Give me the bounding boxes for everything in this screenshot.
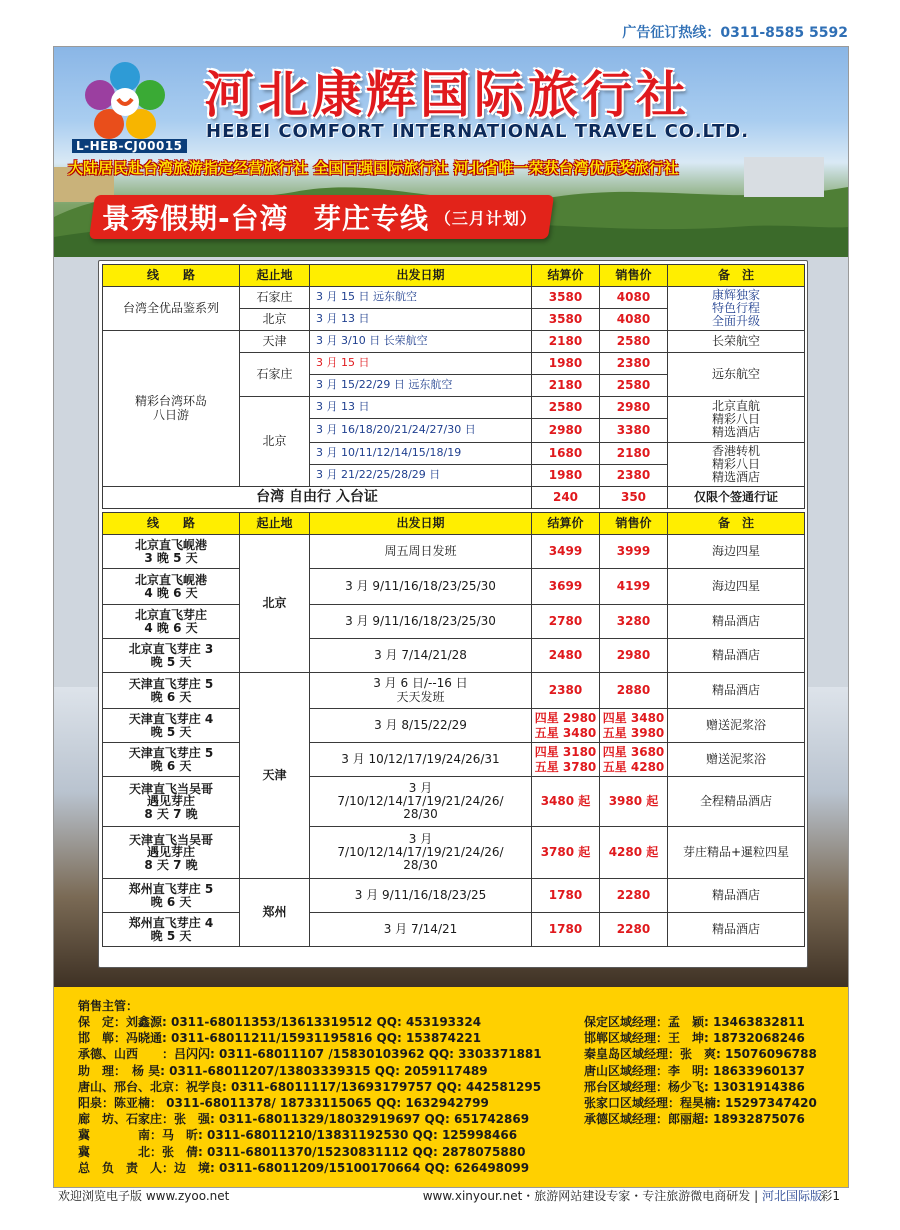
regional-contact-line: 承德区域经理：郎丽超: 18932875076 <box>584 1112 805 1127</box>
table-row <box>103 535 805 569</box>
regional-contact-line: 唐山区域经理：李 明: 18633960137 <box>584 1063 805 1078</box>
origin-cell: 北京 <box>240 309 310 331</box>
sale-price: 2380 <box>600 353 668 375</box>
route-cell: 天津直飞芽庄 5 晚 6 天 <box>103 743 240 777</box>
sales-contact-line: 廊 坊、石家庄：张 强: 0311-68011329/18032919697 QQ: 651742869 <box>78 1112 530 1127</box>
sale-price: 3999 <box>600 535 668 569</box>
note-cell: 精品酒店 <box>668 673 805 709</box>
date-cell: 3 月 7/10/12/14/17/19/21/24/26/ 28/30 <box>310 777 532 827</box>
sale-price: 4280 起 <box>600 827 668 879</box>
sales-contacts-panel <box>54 987 848 1187</box>
col-settle: 结算价 <box>532 265 600 287</box>
date-cell: 周五周日发班 <box>310 535 532 569</box>
note-cell: 精品酒店 <box>668 913 805 947</box>
date-cell: 3 月 15/22/29 日 远东航空 <box>310 375 532 397</box>
sale-price: 3380 <box>600 419 668 443</box>
sale-price: 2580 <box>600 331 668 353</box>
company-name-cn: 河北康辉国际旅行社 <box>204 66 690 124</box>
origin-cell: 郑州 <box>240 879 310 947</box>
note-cell: 芽庄精品+暹粒四星 <box>668 827 805 879</box>
vietnam-price-table <box>102 512 805 947</box>
table-header-row <box>103 265 805 287</box>
route-cell: 北京直飞岘港 3 晚 5 天 <box>103 535 240 569</box>
settle-price: 3580 <box>532 309 600 331</box>
sales-contact-line: 唐山、邢台、北京：祝学良: 0311-68011117/13693179757 QQ: 442581295 <box>78 1079 542 1094</box>
title-banner <box>89 195 554 239</box>
settle-price: 四星 2980 五星 3480 <box>532 709 600 743</box>
sale-price: 2280 <box>600 913 668 947</box>
route-cell: 郑州直飞芽庄 4 晚 5 天 <box>103 913 240 947</box>
settle-price: 3580 <box>532 287 600 309</box>
note-cell: 长荣航空 <box>668 331 805 353</box>
regional-contact-line: 张家口区域经理：程昊楠: 15297347420 <box>584 1095 817 1110</box>
date-cell: 3 月 8/15/22/29 <box>310 709 532 743</box>
date-cell: 3 月 10/12/17/19/24/26/31 <box>310 743 532 777</box>
page-number: 彩1 <box>820 1189 840 1203</box>
sale-price: 2580 <box>600 375 668 397</box>
route-cell: 天津直飞芽庄 5 晚 6 天 <box>103 673 240 709</box>
col-note: 备 注 <box>668 265 805 287</box>
date-cell: 3 月 7/14/21/28 <box>310 639 532 673</box>
price-table-panel <box>98 260 808 968</box>
col-date: 出发日期 <box>310 513 532 535</box>
settle-price: 240 <box>532 487 600 509</box>
date-cell: 3 月 9/11/16/18/23/25 <box>310 879 532 913</box>
settle-price: 3499 <box>532 535 600 569</box>
sales-contact-line: 保 定：刘鑫源: 0311-68011353/13613319512 QQ: 453193324 <box>78 1015 482 1029</box>
table-row <box>103 569 805 605</box>
regional-contact-line: 秦皇岛区域经理：张 爽: 15076096788 <box>584 1047 817 1062</box>
col-sale: 销售价 <box>600 513 668 535</box>
company-slogan: 大陆居民赴台湾旅游指定经营旅行社 全国百强国际旅行社 河北省唯一荣获台湾优质奖旅行社 <box>68 159 679 177</box>
date-cell: 3 月 21/22/25/28/29 日 <box>310 465 532 487</box>
table-row <box>103 331 805 353</box>
hero-header <box>54 47 848 257</box>
date-cell: 3 月 7/10/12/14/17/19/21/24/26/ 28/30 <box>310 827 532 879</box>
date-cell: 3 月 9/11/16/18/23/25/30 <box>310 569 532 605</box>
col-sale: 销售价 <box>600 265 668 287</box>
note-cell: 精品酒店 <box>668 605 805 639</box>
sale-price: 350 <box>600 487 668 509</box>
company-logo-icon <box>82 59 168 145</box>
settle-price: 2580 <box>532 397 600 419</box>
col-route: 线 路 <box>103 513 240 535</box>
footer-site-info: www.xinyour.net・旅游网站建设专家・专注旅游微电商研发 | 河北国际版 <box>422 1189 822 1203</box>
settle-price: 2180 <box>532 331 600 353</box>
note-cell: 海边四星 <box>668 535 805 569</box>
settle-price: 1780 <box>532 913 600 947</box>
settle-price: 2380 <box>532 673 600 709</box>
table-row <box>103 487 805 509</box>
poster-frame <box>53 46 849 1188</box>
sale-price: 3280 <box>600 605 668 639</box>
route-cell: 北京直飞芽庄 3 晚 5 天 <box>103 639 240 673</box>
regional-contact-line: 邯郸区域经理：王 坤: 18732068246 <box>584 1031 805 1046</box>
sale-price: 4199 <box>600 569 668 605</box>
date-cell: 3 月 16/18/20/21/24/27/30 日 <box>310 419 532 443</box>
table-row <box>103 827 805 879</box>
col-settle: 结算价 <box>532 513 600 535</box>
date-cell: 3 月 15 日 远东航空 <box>310 287 532 309</box>
sale-price: 四星 3480 五星 3980 <box>600 709 668 743</box>
sale-price: 2980 <box>600 639 668 673</box>
footer-brand: 河北国际版 <box>761 1189 822 1203</box>
date-cell: 3 月 13 日 <box>310 397 532 419</box>
route-cell: 天津直飞当吴哥 遇见芽庄 8 天 7 晚 <box>103 827 240 879</box>
table-row <box>103 287 805 309</box>
date-cell: 3 月 15 日 <box>310 353 532 375</box>
sale-price: 3980 起 <box>600 777 668 827</box>
route-cell: 天津直飞当吴哥 遇见芽庄 8 天 7 晚 <box>103 777 240 827</box>
sale-price: 2180 <box>600 443 668 465</box>
origin-cell: 石家庄 <box>240 353 310 397</box>
note-cell: 北京直航 精彩八日 精选酒店 <box>668 397 805 443</box>
col-origin: 起止地 <box>240 265 310 287</box>
footer-ebook-link[interactable]: 欢迎浏览电子版 www.zyoo.net <box>58 1189 230 1203</box>
sale-price: 4080 <box>600 309 668 331</box>
settle-price: 1680 <box>532 443 600 465</box>
sales-contact-line: 承德、山西 ：吕闪闪: 0311-68011107 /15830103962 QQ: 3303371881 <box>78 1047 542 1062</box>
sales-contact-line: 邯 郸：冯晓通: 0311-68011211/15931195816 QQ: 153874221 <box>78 1031 482 1046</box>
date-cell: 3 月 9/11/16/18/23/25/30 <box>310 605 532 639</box>
settle-price: 四星 3180 五星 3780 <box>532 743 600 777</box>
origin-cell: 天津 <box>240 331 310 353</box>
route-cell: 天津直飞芽庄 4 晚 5 天 <box>103 709 240 743</box>
footer-site-text[interactable]: www.xinyour.net・旅游网站建设专家・专注旅游微电商研发 <box>422 1189 751 1203</box>
date-cell: 3 月 13 日 <box>310 309 532 331</box>
settle-price: 3699 <box>532 569 600 605</box>
col-date: 出发日期 <box>310 265 532 287</box>
sales-manager-list <box>78 1014 568 1176</box>
company-name-en: HEBEI COMFORT INTERNATIONAL TRAVEL CO.LTD. <box>206 121 750 142</box>
table-header-row <box>103 513 805 535</box>
sales-contact-line: 阳泉：陈亚楠： 0311-68011378/ 18733115065 QQ: 1632942799 <box>78 1095 489 1110</box>
col-route: 线 路 <box>103 265 240 287</box>
origin-cell: 北京 <box>240 535 310 673</box>
origin-cell: 北京 <box>240 397 310 487</box>
sale-price: 2280 <box>600 879 668 913</box>
banner-subtitle: （三月计划） <box>434 208 537 228</box>
date-cell: 3 月 7/14/21 <box>310 913 532 947</box>
note-cell: 香港转机 精彩八日 精选酒店 <box>668 443 805 487</box>
sale-price: 2880 <box>600 673 668 709</box>
table-row <box>103 605 805 639</box>
table-row <box>103 777 805 827</box>
route-cell: 北京直飞岘港 4 晚 6 天 <box>103 569 240 605</box>
route-cell: 郑州直飞芽庄 5 晚 6 天 <box>103 879 240 913</box>
taiwan-price-table <box>102 264 805 509</box>
table-row <box>103 639 805 673</box>
ad-hotline: 广告征订热线：0311-8585 5592 <box>622 25 848 41</box>
sales-title: 销售主管： <box>78 999 139 1013</box>
origin-cell: 天津 <box>240 673 310 879</box>
date-cell: 3 月 10/11/12/14/15/18/19 <box>310 443 532 465</box>
note-cell: 精品酒店 <box>668 639 805 673</box>
sale-price: 四星 3680 五星 4280 <box>600 743 668 777</box>
regional-manager-list <box>584 1014 846 1127</box>
sales-contact-line: 总 负 责 人：边 境: 0311-68011209/15100170664 QQ: 626498099 <box>78 1160 530 1175</box>
sales-contact-line: 冀 北：张 倩: 0311-68011370/15230831112 QQ: 2878075880 <box>78 1144 526 1159</box>
note-cell: 全程精品酒店 <box>668 777 805 827</box>
settle-price: 2980 <box>532 419 600 443</box>
table-row <box>103 709 805 743</box>
date-cell: 3 月 6 日/--16 日 天天发班 <box>310 673 532 709</box>
route-cell: 精彩台湾环岛 八日游 <box>103 331 240 487</box>
note-cell: 康辉独家 特色行程 全面升级 <box>668 287 805 331</box>
sales-contact-line: 冀 南：马 昕: 0311-68011210/13831192530 QQ: 125998466 <box>78 1128 518 1143</box>
regional-contact-line: 保定区域经理：孟 颖: 13463832811 <box>584 1015 805 1029</box>
note-cell: 仅限个签通行证 <box>668 487 805 509</box>
date-cell: 3 月 3/10 日 长荣航空 <box>310 331 532 353</box>
sales-contact-line: 助 理： 杨 昊: 0311-68011207/13803339315 QQ: 2059117489 <box>78 1063 488 1078</box>
note-cell: 赠送泥浆浴 <box>668 709 805 743</box>
settle-price: 2780 <box>532 605 600 639</box>
free-travel-label: 台湾 自由行 入台证 <box>103 487 532 509</box>
note-cell: 精品酒店 <box>668 879 805 913</box>
note-cell: 远东航空 <box>668 353 805 397</box>
sale-price: 4080 <box>600 287 668 309</box>
col-origin: 起止地 <box>240 513 310 535</box>
license-number: L-HEB-CJ00015 <box>72 139 187 153</box>
settle-price: 3480 起 <box>532 777 600 827</box>
origin-cell: 石家庄 <box>240 287 310 309</box>
table-row <box>103 879 805 913</box>
table-row <box>103 743 805 777</box>
settle-price: 1980 <box>532 353 600 375</box>
route-cell: 台湾全优品鉴系列 <box>103 287 240 331</box>
settle-price: 1780 <box>532 879 600 913</box>
col-note: 备 注 <box>668 513 805 535</box>
sale-price: 2380 <box>600 465 668 487</box>
settle-price: 2480 <box>532 639 600 673</box>
sale-price: 2980 <box>600 397 668 419</box>
note-cell: 海边四星 <box>668 569 805 605</box>
table-row <box>103 913 805 947</box>
settle-price: 2180 <box>532 375 600 397</box>
regional-contact-line: 邢台区域经理：杨少飞: 13031914386 <box>584 1079 805 1094</box>
note-cell: 赠送泥浆浴 <box>668 743 805 777</box>
banner-title-taiwan: 景秀假期-台湾 <box>102 202 289 235</box>
table-row <box>103 673 805 709</box>
settle-price: 1980 <box>532 465 600 487</box>
banner-title-nhatrang: 芽庄专线 <box>312 202 429 235</box>
route-cell: 北京直飞芽庄 4 晚 6 天 <box>103 605 240 639</box>
settle-price: 3780 起 <box>532 827 600 879</box>
